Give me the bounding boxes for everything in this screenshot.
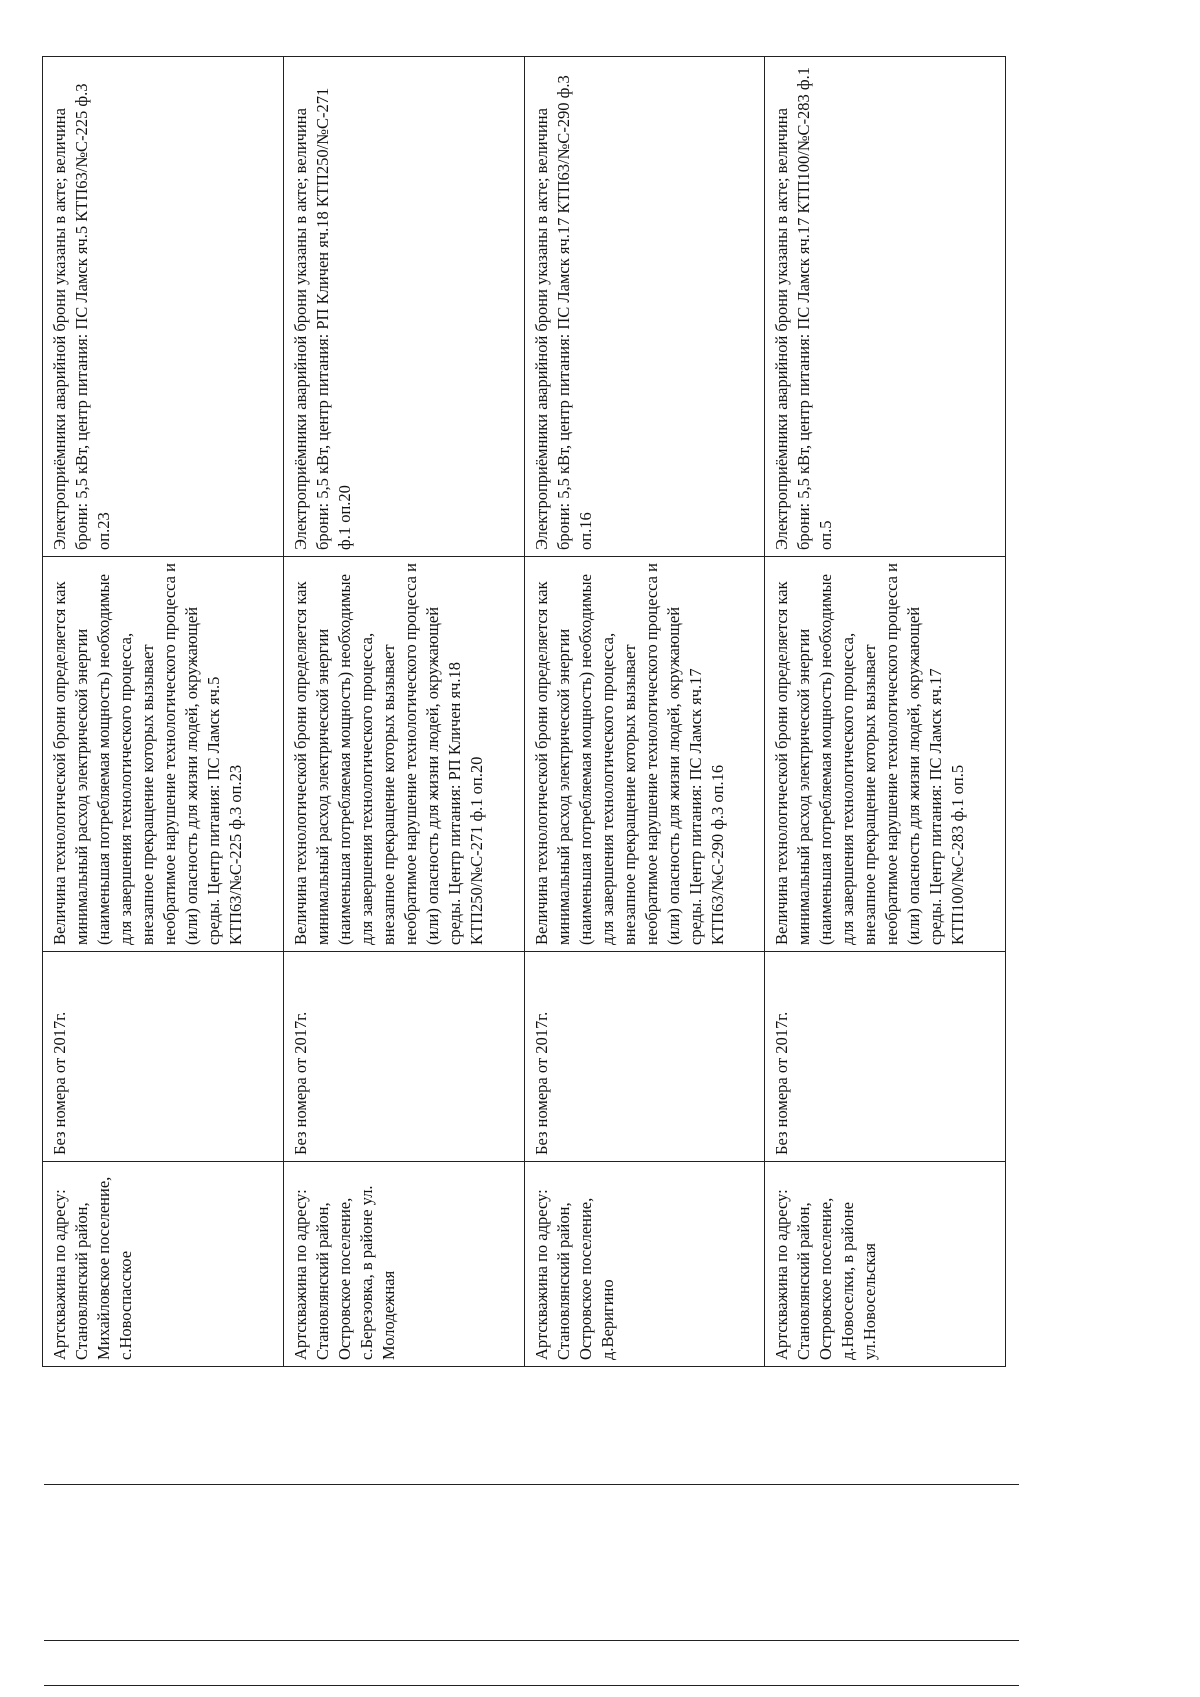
rotated-table-sheet — [42, 57, 1006, 1367]
horizontal-rule — [44, 1685, 1019, 1686]
act-number-cell: Без номера от 2017г. — [283, 952, 524, 1162]
object-address-cell: Артскважина по адресу: Становлянский район, Островское поселение, д.Новоселки, в районе ул.Новосельская — [765, 1162, 1006, 1367]
act-number-cell: Без номера от 2017г. — [524, 952, 765, 1162]
horizontal-rule — [44, 1640, 1019, 1641]
reserve-table — [42, 56, 1006, 1367]
tech-reserve-cell: Величина технологической брони определяется как минимальный расход электрической энергии (наименьшая потребляемая мощность) необходимые для завершения технологического процесса, внезапное прекращение которых вызывает необратимое нарушение технологического процесса и (или) опасность для жизни людей, окружающей среды. Центр питания: РП Кличен яч.18 КТП250/№С-271 ф.1 оп.20 — [283, 557, 524, 952]
emergency-reserve-cell: Электроприёмники аварийной брони указаны в акте; величина брони: 5,5 кВт, центр питания: РП Кличен яч.18 КТП250/№С-271 ф.1 оп.20 — [283, 57, 524, 557]
tech-reserve-cell: Величина технологической брони определяется как минимальный расход электрической энергии (наименьшая потребляемая мощность) необходимые для завершения технологического процесса, внезапное прекращение которых вызывает необратимое нарушение технологического процесса и (или) опасность для жизни людей, окружающей среды. Центр питания: ПС Ламск яч.17 КТП100/№С-283 ф.1 оп.5 — [765, 557, 1006, 952]
horizontal-rule — [44, 1484, 1019, 1485]
object-address-cell: Артскважина по адресу: Становлянский район, Михайловское поселение, с.Новоспасское — [43, 1162, 284, 1367]
act-number-cell: Без номера от 2017г. — [765, 952, 1006, 1162]
table-row — [765, 57, 1006, 1367]
act-number-cell: Без номера от 2017г. — [43, 952, 284, 1162]
object-address-cell: Артскважина по адресу: Становлянский район, Островское поселение, с.Березовка, в районе ул. Молодежная — [283, 1162, 524, 1367]
table-row — [524, 57, 765, 1367]
object-address-cell: Артскважина по адресу: Становлянский район, Островское поселение, д.Веригино — [524, 1162, 765, 1367]
table-row — [283, 57, 524, 1367]
tech-reserve-cell: Величина технологической брони определяется как минимальный расход электрической энергии (наименьшая потребляемая мощность) необходимые для завершения технологического процесса, внезапное прекращение которых вызывает необратимое нарушение технологического процесса и (или) опасность для жизни людей, окружающей среды. Центр питания: ПС Ламск яч.17 КТП63/№С-290 ф.3 оп.16 — [524, 557, 765, 952]
table-row — [43, 57, 284, 1367]
emergency-reserve-cell: Электроприёмники аварийной брони указаны в акте; величина брони: 5,5 кВт, центр питания: ПС Ламск яч.17 КТП63/№С-290 ф.3 оп.16 — [524, 57, 765, 557]
emergency-reserve-cell: Электроприёмники аварийной брони указаны в акте; величина брони: 5,5 кВт, центр питания: ПС Ламск яч.17 КТП100/№С-283 ф.1 оп.5 — [765, 57, 1006, 557]
tech-reserve-cell: Величина технологической брони определяется как минимальный расход электрической энергии (наименьшая потребляемая мощность) необходимые для завершения технологического процесса, внезапное прекращение которых вызывает необратимое нарушение технологического процесса и (или) опасность для жизни людей, окружающей среды. Центр питания: ПС Ламск яч.5 КТП63/№С-225 ф.3 оп.23 — [43, 557, 284, 952]
emergency-reserve-cell: Электроприёмники аварийной брони указаны в акте; величина брони: 5,5 кВт, центр питания: ПС Ламск яч.5 КТП63/№С-225 ф.3 оп.23 — [43, 57, 284, 557]
